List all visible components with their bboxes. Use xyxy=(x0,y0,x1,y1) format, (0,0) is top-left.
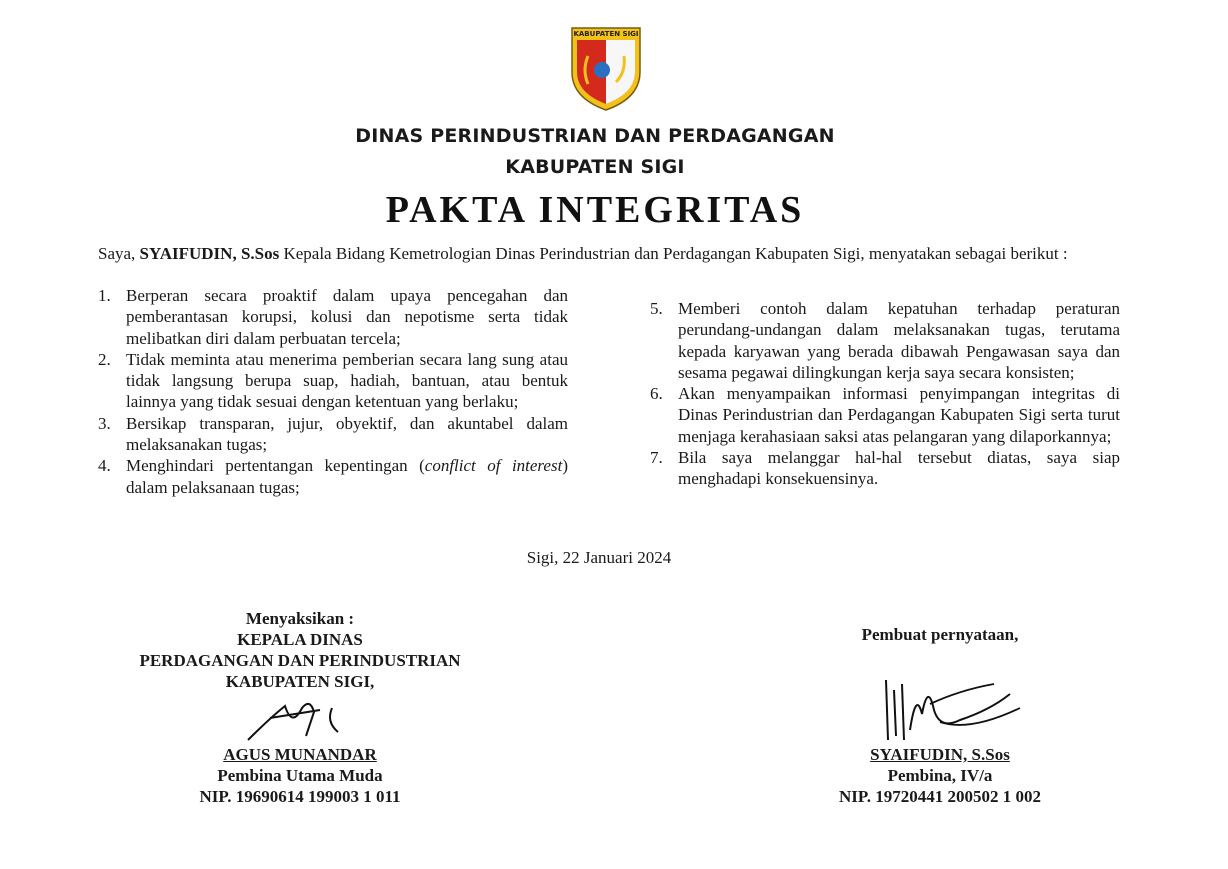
point-text: Akan menyampaikan informasi penyimpangan integritas di Dinas Perindustrian dan Perdagangan Kabupaten Sigi serta turut menjaga kerahasiaan saksi atas pelangaran yang dilaporkannya; xyxy=(678,384,1120,446)
witness-title-line3: KABUPATEN SIGI, xyxy=(225,672,375,691)
maker-rank: Pembina, IV/a xyxy=(887,766,993,785)
maker-name: SYAIFUDIN, S.Sos xyxy=(870,745,1010,764)
point-text: Berperan secara proaktif dalam upaya pencegahan dan pemberantasan korupsi, kolusi dan nepotisme serta tidak melibatkan diri dalam perbuatan tercela; xyxy=(126,286,568,348)
witness-block xyxy=(110,608,490,692)
point-number: 1. xyxy=(98,286,111,305)
point-number: 6. xyxy=(650,384,663,404)
point-number: 3. xyxy=(98,413,111,433)
intro-prefix: Saya, xyxy=(98,244,140,263)
point-item xyxy=(650,447,1120,490)
point-number: 2. xyxy=(98,349,111,369)
witness-signature xyxy=(240,688,350,748)
witness-title-line2: PERDAGANGAN DAN PERINDUSTRIAN xyxy=(139,651,461,670)
point-item xyxy=(650,298,1120,383)
witness-rank: Pembina Utama Muda xyxy=(217,766,383,785)
witness-name: AGUS MUNANDAR xyxy=(223,745,377,764)
maker-nip: NIP. 19720441 200502 1 002 xyxy=(839,787,1041,806)
point-italic-term: conflict of interest xyxy=(424,456,563,476)
maker-signer xyxy=(790,744,1090,807)
logo-banner-text: KABUPATEN SIGI xyxy=(573,30,639,38)
organization-name: DINAS PERINDUSTRIAN DAN PERDAGANGAN xyxy=(355,125,835,147)
point-item xyxy=(98,413,568,456)
points-left-column xyxy=(98,285,568,498)
witness-signer xyxy=(110,744,490,807)
kabupaten-sigi-logo xyxy=(566,20,646,112)
organization-region: KABUPATEN SIGI xyxy=(505,156,685,178)
point-text: Bersikap transparan, jujur, obyektif, dan akuntabel dalam melaksanakan tugas; xyxy=(126,413,568,455)
place-date: Sigi, 22 Januari 2024 xyxy=(526,548,672,567)
point-item xyxy=(650,383,1120,447)
document-title: PAKTA INTEGRITAS xyxy=(385,189,805,231)
intro-text: Kepala Bidang Kemetrologian Dinas Perindustrian dan Perdagangan Kabupaten Sigi, menyatakan sebagai berikut : xyxy=(279,244,1068,263)
witness-nip: NIP. 19690614 199003 1 011 xyxy=(199,787,401,806)
point-item xyxy=(98,285,568,349)
point-item xyxy=(98,349,568,413)
witness-label: Menyaksikan : xyxy=(245,609,355,628)
point-text: Memberi contoh dalam kepatuhan terhadap peraturan perundang-undangan dalam melaksanakan tugas, terutama kepada karyawan yang berada dibawah Pengawasan saya dan sesama pegawai dilingkungan kerja saya secara konsisten; xyxy=(678,299,1120,382)
point-number: 7. xyxy=(650,448,663,468)
witness-title-line1: KEPALA DINAS xyxy=(237,630,363,649)
point-text: Bila saya melanggar hal-hal tersebut diatas, saya siap menghadapi konsekuensinya. xyxy=(678,448,1120,489)
point-text: Menghindari pertentangan kepentingan ( xyxy=(126,456,425,476)
point-item xyxy=(98,455,568,498)
point-text-end: ) dalam pelaksanaan tugas; xyxy=(126,456,568,497)
points-right-column xyxy=(650,298,1120,490)
intro-paragraph xyxy=(98,243,1098,265)
point-text: Tidak meminta atau menerima pemberian secara lang sung atau tidak langsung berupa suap, hadiah, bantuan, atau bentuk lainnya yang tidak sesuai dengan ketentuan yang berlaku; xyxy=(126,349,568,412)
point-number: 4. xyxy=(98,456,111,476)
maker-label: Pembuat pernyataan, xyxy=(861,625,1019,644)
point-number: 5. xyxy=(650,299,663,318)
declarant-name: SYAIFUDIN, S.Sos xyxy=(139,244,280,263)
maker-signature xyxy=(870,670,1030,755)
